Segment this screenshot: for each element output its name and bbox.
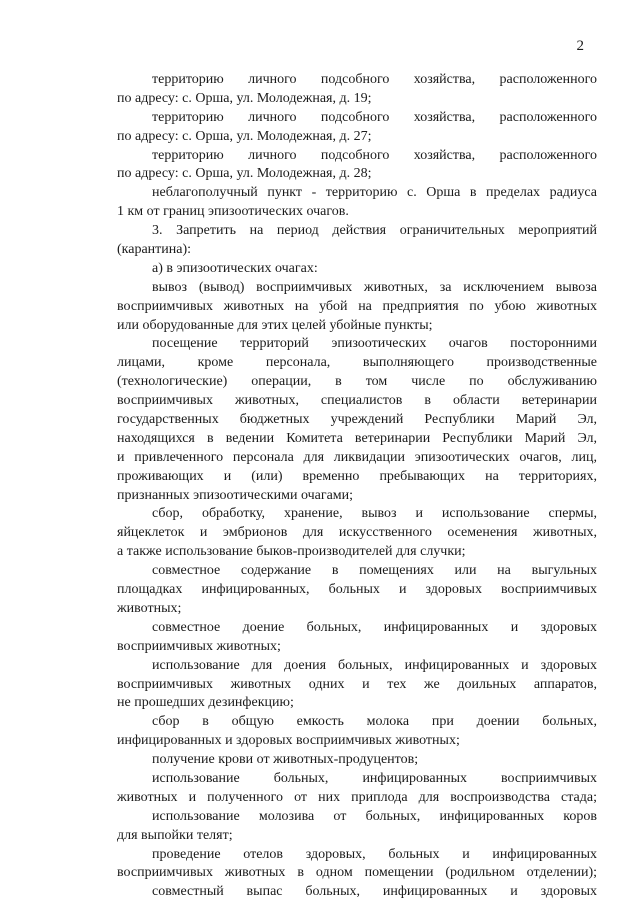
text-line: проживающих и (или) временно пребывающих на территориях, — [117, 468, 597, 484]
text-line: животных и полученного от них приплода для воспроизводства стада; — [117, 789, 597, 805]
text-line: животных; — [117, 600, 182, 616]
text-line: не прошедших дезинфекцию; — [117, 695, 294, 711]
text-line: использование для доения больных, инфицированных и здоровых — [152, 657, 597, 673]
text-line: признанных эпизоотическими очагами; — [117, 487, 354, 503]
text-line: совместное содержание в помещениях или на выгульных — [152, 563, 597, 579]
text-line: вывоз (вывод) восприимчивых животных, за исключением вывоза — [152, 279, 597, 295]
text-line: восприимчивых животных одних и тех же доильных аппаратов, — [117, 676, 597, 692]
text-line: территорию личного подсобного хозяйства, расположенного — [152, 109, 597, 125]
text-line: получение крови от животных-продуцентов; — [152, 752, 419, 768]
text-line: (технологические) операции, в том числе по обслуживанию — [117, 374, 597, 390]
text-line: а) в эпизоотических очагах: — [152, 260, 318, 276]
text-line: 1 км от границ эпизоотических очагов. — [117, 204, 349, 220]
text-line: восприимчивых животных на убой на предприятия по убою животных — [117, 298, 597, 314]
text-line: проведение отелов здоровых, больных и инфицированных — [152, 846, 597, 862]
text-line: лицами, кроме персонала, выполняющего производственные — [117, 355, 597, 371]
text-line: 3. Запретить на период действия ограничительных мероприятий — [152, 223, 597, 239]
text-line: или оборудованные для этих целей убойные пункты; — [117, 317, 433, 333]
body-text — [117, 71, 597, 902]
text-line: по адресу: с. Орша, ул. Молодежная, д. 28; — [117, 166, 372, 182]
text-line: по адресу: с. Орша, ул. Молодежная, д. 19; — [117, 90, 372, 106]
text-line: совместный выпас больных, инфицированных и здоровых — [152, 884, 597, 900]
text-line: территорию личного подсобного хозяйства, расположенного — [152, 147, 597, 163]
text-line: использование больных, инфицированных восприимчивых — [152, 770, 597, 786]
page-number: 2 — [576, 38, 584, 54]
text-line: территорию личного подсобного хозяйства, расположенного — [152, 72, 597, 87]
text-line: посещение территорий эпизоотических очагов посторонними — [152, 336, 597, 352]
text-line: а также использование быков-производителей для случки; — [117, 544, 466, 560]
text-line: находящихся в ведении Комитета ветеринарии Республики Марий Эл, — [117, 430, 597, 446]
text-line: по адресу: с. Орша, ул. Молодежная, д. 27; — [117, 128, 372, 144]
text-line: сбор в общую емкость молока при доении больных, — [152, 714, 597, 730]
text-line: площадках инфицированных, больных и здоровых восприимчивых — [117, 582, 597, 598]
text-line: государственных бюджетных учреждений Республики Марий Эл, — [117, 412, 597, 428]
text-line: яйцеклеток и эмбрионов для искусственного осеменения животных, — [117, 525, 597, 541]
text-line: сбор, обработку, хранение, вывоз и использование спермы, — [152, 506, 597, 522]
text-line: для выпойки телят; — [117, 827, 233, 843]
text-line: инфицированных и здоровых восприимчивых животных; — [117, 733, 460, 749]
text-line: восприимчивых животных, специалистов в области ветеринарии — [117, 393, 597, 409]
text-line: восприимчивых животных; — [117, 638, 281, 654]
text-line: и привлеченного персонала для ликвидации эпизоотических очагов, лиц, — [117, 449, 597, 465]
text-line: совместное доение больных, инфицированных и здоровых — [152, 619, 597, 635]
text-line: (карантина): — [117, 242, 192, 258]
text-line: неблагополучный пункт - территорию с. Орша в пределах радиуса — [152, 185, 597, 201]
text-line: использование молозива от больных, инфицированных коров — [152, 808, 597, 824]
text-line: восприимчивых животных в одном помещении (родильном отделении); — [117, 865, 597, 881]
